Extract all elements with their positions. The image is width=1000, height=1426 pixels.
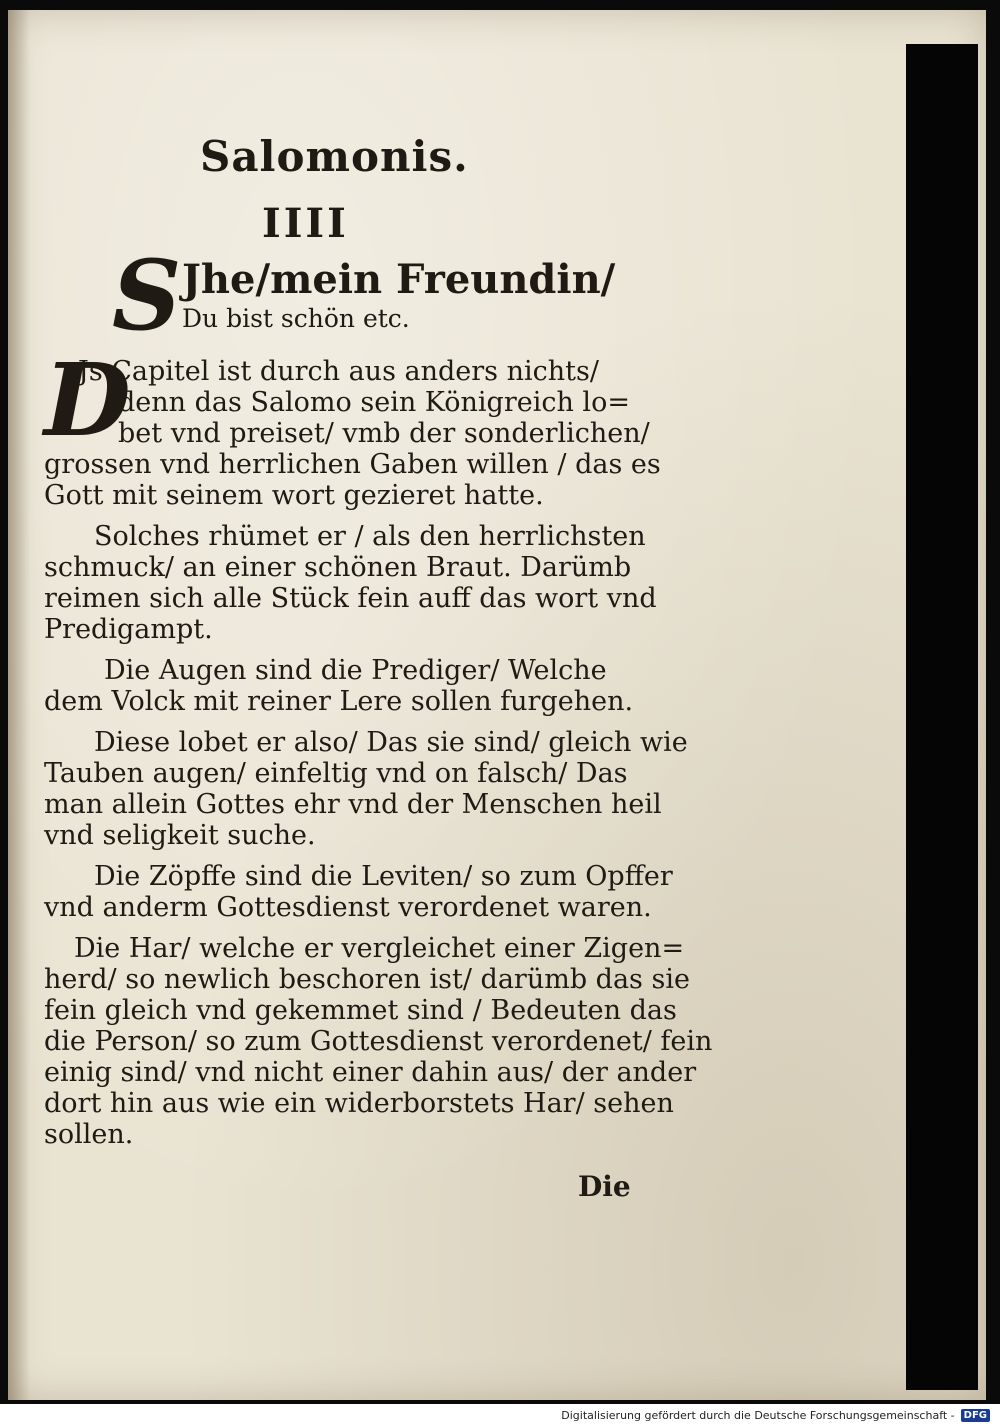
text-line: vnd seligkeit suche.: [44, 820, 316, 851]
body-text: [44, 341, 713, 1160]
text-line: Predigampt.: [44, 614, 213, 645]
text-line: Js Capitel ist durch aus anders nichts/: [78, 356, 599, 387]
text-line: Die Har/ welche er vergleichet einer Zigen=: [74, 933, 685, 964]
text-line: einig sind/ vnd nicht einer dahin aus/ der ander: [44, 1057, 697, 1088]
text-line: bet vnd preiset/ vmb der sonderlichen/: [118, 418, 650, 449]
text-line: dem Volck mit reiner Lere sollen furgehen.: [44, 686, 634, 717]
text-line: man allein Gottes ehr vnd der Menschen heil: [44, 789, 662, 820]
text-line: Die Augen sind die Prediger/ Welche: [104, 655, 607, 686]
lemma-initial: S: [112, 239, 182, 352]
text-line: herd/ so newlich beschoren ist/ darümb das sie: [44, 964, 690, 995]
text-line: reimen sich alle Stück fein auff das wort vnd: [44, 583, 657, 614]
text-line: Die Zöpffe sind die Leviten/ so zum Opffer: [94, 861, 673, 892]
chapter-number: IIII: [262, 200, 349, 247]
drop-initial: D: [44, 341, 131, 459]
text-line: die Person/ so zum Gottesdienst verordenet/ fein: [44, 1026, 713, 1057]
text-line: Gott mit seinem wort gezieret hatte.: [44, 480, 544, 511]
paragraph-4: [44, 727, 688, 851]
text-line: Diese lobet er also/ Das sie sind/ gleich wie: [94, 727, 688, 758]
dfg-logo-icon: DFG: [961, 1409, 990, 1422]
paragraph-5: [44, 861, 684, 923]
paragraph-1: [44, 341, 684, 511]
text-line: schmuck/ an einer schönen Braut. Darümb: [44, 552, 632, 583]
text-line: grossen vnd herrlichen Gaben willen / das es: [44, 449, 661, 480]
text-line: Tauben augen/ einfeltig vnd on falsch/ Das: [44, 758, 628, 789]
lemma-line-2: Du bist schön etc.: [182, 304, 410, 333]
text-line: dort hin aus wie ein widerborstets Har/ sehen: [44, 1088, 674, 1119]
paragraph-2: [44, 521, 684, 645]
text-line: Solches rhümet er / als den herrlichsten: [94, 521, 646, 552]
footer-bar: [0, 1404, 1000, 1426]
lemma-line-1: Jhe/mein Freundin/: [182, 256, 616, 303]
text-line: denn das Salomo sein Königreich lo=: [118, 387, 630, 418]
footer-credit: Digitalisierung gefördert durch die Deutsche Forschungsgemeinschaft -: [561, 1408, 955, 1422]
catchword: Die: [578, 1170, 631, 1203]
text-line: sollen.: [44, 1119, 134, 1150]
text-line: vnd anderm Gottesdienst verordenet waren.: [44, 892, 652, 923]
running-head: Salomonis.: [200, 132, 469, 181]
paragraph-6: [44, 933, 713, 1150]
page-gutter-shadow: [8, 10, 30, 1400]
scan-border: [906, 44, 978, 1390]
text-line: fein gleich vnd gekemmet sind / Bedeuten das: [44, 995, 677, 1026]
paragraph-3: [44, 655, 684, 717]
